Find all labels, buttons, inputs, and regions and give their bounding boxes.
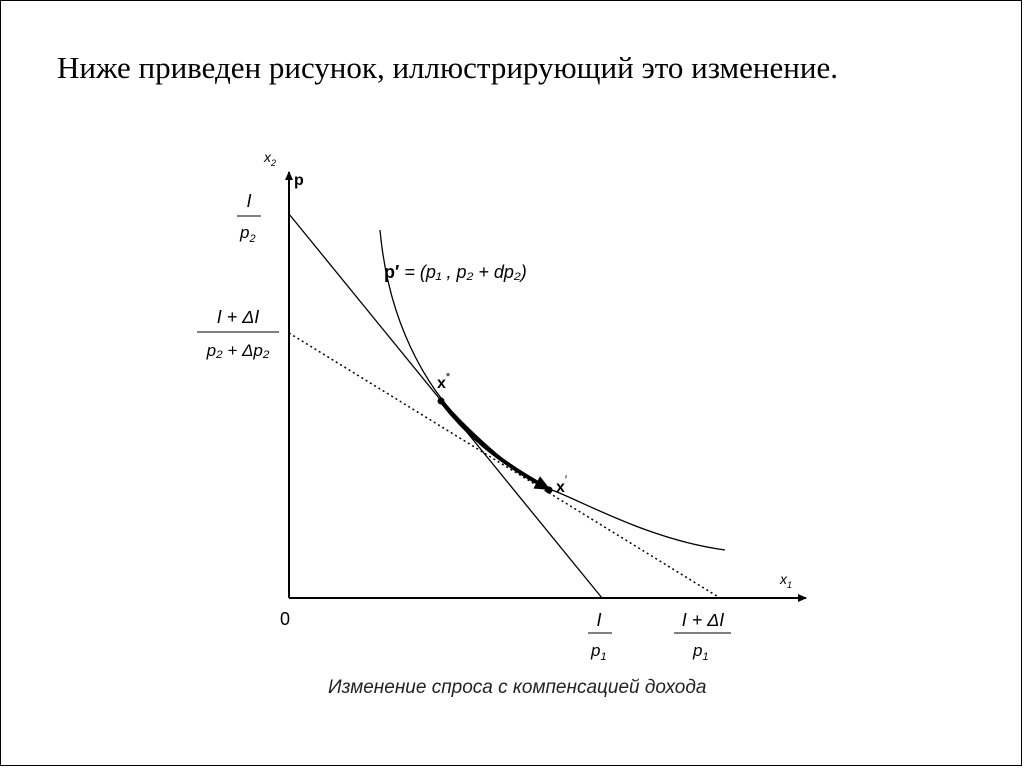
x-tick-2-denominator: $p_1$	[693, 641, 709, 663]
point-x-prime-label: x′	[556, 473, 568, 496]
origin-label: 0	[280, 609, 291, 629]
point-x-prime	[546, 487, 553, 494]
slide-heading: Ниже приведен рисунок, иллюстрирующий это изменение.	[57, 50, 838, 85]
y-tick-2-denominator: p₂ + Δp₂	[206, 341, 270, 360]
x-tick-1-denominator: $p_1$	[591, 641, 607, 663]
y-tick-2-numerator: I + ΔI	[216, 307, 260, 327]
price-vector-label: p′ = (p₁ , p₂ + dp₂)	[384, 262, 527, 282]
y-axis-price-label: p	[294, 172, 304, 189]
y-axis-label: $x_2$	[264, 149, 277, 168]
figure-caption: Изменение спроса с компенсацией дохода	[328, 677, 707, 698]
compensated-budget-line	[289, 333, 720, 598]
demand-change-arrow	[441, 401, 549, 489]
x-tick-2-numerator: I + ΔI	[681, 610, 725, 630]
y-tick-1-numerator: I	[246, 191, 252, 211]
point-x-star	[438, 398, 445, 405]
point-x-star-label: x*	[437, 371, 451, 392]
x-axis-label: $x_1$	[780, 571, 793, 590]
y-tick-1-denominator: $p_2$	[240, 223, 256, 245]
x-tick-1-numerator: I	[596, 610, 602, 630]
